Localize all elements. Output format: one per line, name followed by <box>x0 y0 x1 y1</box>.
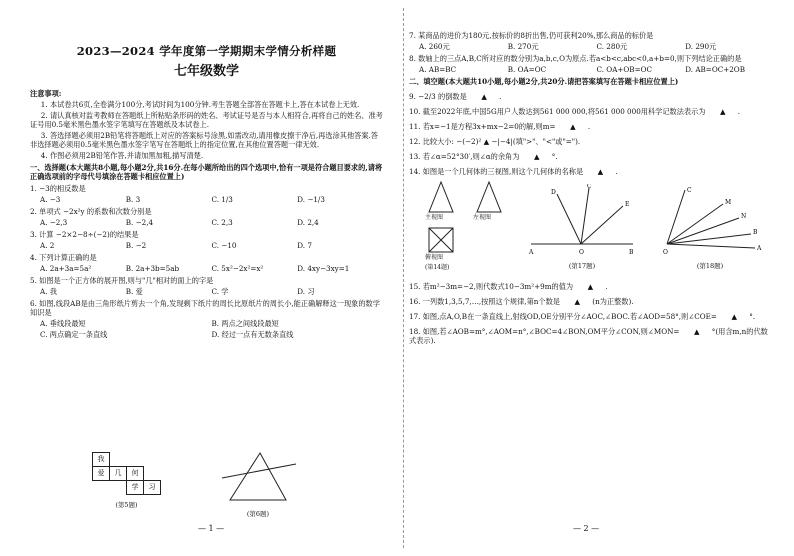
answer-blank: ▲ <box>481 92 487 101</box>
option: C. OA+OB=OC <box>596 65 653 74</box>
answer-blank: ▲ <box>694 327 700 336</box>
figure-caption: (第17题) <box>568 262 596 270</box>
three-views-figure <box>425 180 513 271</box>
net-cell: 何 <box>127 467 144 481</box>
answer-blank: ▲ <box>720 107 726 116</box>
question-options <box>419 42 774 51</box>
notice-item: 1. 本试卷共6页,全卷满分100分,考试时间为100分钟.考生答题全部答在答题卡上,答在本试卷上无效. <box>40 99 360 109</box>
question-stem: 13. 若∠α=52°30′,则∠α的余角为 <box>409 152 520 161</box>
question-tail: (n为正整数). <box>592 297 634 306</box>
question-options <box>40 319 383 328</box>
svg-text:M: M <box>725 199 732 206</box>
option: C. 5x²−2x²=x² <box>211 263 264 273</box>
section-heading: 一、选择题(本大题共8小题,每小题2分,共16分.在每小题所给出的四个选项中,恰有一项是符合题目要求的,请将正确选项前的字母代号填涂在答题卡相应位置上) <box>30 162 383 181</box>
option: C. 学 <box>211 286 229 296</box>
question-stem: 2. 单项式 −2x²y 的系数和次数分别是 <box>30 206 152 216</box>
angle-figure-18 <box>655 184 765 270</box>
page-number: — 1 — <box>198 524 225 533</box>
question-stem: 12. 比较大小: −(−2)² ▲ −|−4|(填">"、"<"或"="). <box>409 137 581 146</box>
svg-text:B: B <box>629 249 634 256</box>
notice-heading: 注意事项: <box>30 88 62 98</box>
option: B. OA=OC <box>507 65 547 74</box>
option: A. −3 <box>40 194 61 204</box>
answer-blank: ▲ <box>731 312 737 321</box>
question-options <box>40 218 383 227</box>
figure-caption: (第5题) <box>115 501 138 509</box>
right-page <box>397 0 794 556</box>
svg-text:D: D <box>551 189 556 196</box>
option: B. −2,4 <box>125 217 154 227</box>
question-stem: 1. −3的相反数是 <box>30 183 86 193</box>
question-options <box>40 264 383 273</box>
option: A. 2a+3a=5a² <box>40 263 92 273</box>
option: B. 两点之间线段最短 <box>211 318 279 328</box>
notice-item: 3. 答选择题必须用2B铅笔将答题纸上对应的答案标号涂黑,如需改动,请用橡皮擦干净后,再选涂其他答案.答非选择题必须用0.5毫米黑色墨水签字笔写在答题纸上的指定位置,在其他位置答题一律无效. <box>30 130 378 149</box>
option: D. −1/3 <box>297 194 325 204</box>
option: B. 爱 <box>125 286 143 296</box>
question-item: 17. 如图,点A,O,B在一条直线上,射线OD,OE分别平分∠AOC,∠BOC.若∠AOD=58°,则∠COE= ▲ °. <box>409 312 756 321</box>
svg-text:A: A <box>529 249 534 256</box>
question-tail: °(用含m,n的代数式表示). <box>409 327 768 345</box>
question-stem: 14. 如图是一个几何体的三视图,则这个几何体的名称是 <box>409 167 584 176</box>
question-stem: 3. 计算 −2×2−8÷(−2)的结果是 <box>30 229 139 239</box>
option: C. 1/3 <box>211 194 233 204</box>
answer-blank: ▲ <box>587 282 594 291</box>
svg-text:N: N <box>741 213 747 220</box>
question-item: 9. −2/3 的倒数是 ▲ . <box>409 92 502 101</box>
option: D. 经过一点有无数条直线 <box>211 329 294 339</box>
figure-caption: (第14题) <box>425 264 450 271</box>
option: B. 2a+3b=5ab <box>125 263 180 273</box>
option: A. AB=BC <box>419 65 457 74</box>
exam-title: 2023—2024 学年度第一学期期末学情分析样题 <box>76 44 337 58</box>
option: B. −2 <box>125 240 147 250</box>
option: B. 3 <box>125 194 141 204</box>
figure-caption: (第6题) <box>246 510 270 518</box>
triangle-cut-diagram <box>218 448 298 508</box>
question-stem: 18. 如图,若∠AOB=m°,∠AOM=n°,∠BOC=4∠BON,OM平分∠CON,则∠MON= <box>409 327 680 336</box>
option: D. 290元 <box>685 42 717 51</box>
svg-text:E: E <box>625 201 630 208</box>
question-item: 14. 如图是一个几何体的三视图,则这个几何体的名称是 ▲ . <box>409 167 618 176</box>
net-cell: 我 <box>93 453 110 467</box>
question-stem: 16. 一列数1,3,5,7,…,按照这个规律,第n个数是 <box>409 297 560 306</box>
svg-text:O: O <box>663 249 668 256</box>
option: D. 4xy−3xy=1 <box>297 263 350 273</box>
option: D. 习 <box>297 286 315 296</box>
option: C. 两点确定一条直线 <box>40 329 108 339</box>
option: D. 7 <box>297 240 312 250</box>
triangle-figure <box>218 448 298 518</box>
option: A. 垂线段最短 <box>40 318 86 328</box>
question-options <box>40 287 383 296</box>
question-item: 13. 若∠α=52°30′,则∠α的余角为 ▲ °. <box>409 152 558 161</box>
option: B. 270元 <box>507 42 539 51</box>
option: A. 2 <box>40 240 55 250</box>
page-number: — 2 — <box>573 524 600 533</box>
question-item <box>409 297 774 306</box>
net-cell: 几 <box>110 467 127 481</box>
question-stem: 5. 如图是一个正方体的展开图,则与"几"相对的面上的字是 <box>30 275 214 285</box>
question-options <box>40 195 383 204</box>
option: A. −2,3 <box>40 217 68 227</box>
question-stem: 10. 截至2022年底,中国5G用户人数达到561 000 000,将561 000 000用科学记数法表示为 <box>409 107 706 116</box>
question-stem: 11. 若x=−1是方程3x+mx−2=0的解,则m= <box>409 122 556 131</box>
svg-text:A: A <box>757 245 762 252</box>
question-stem: 6. 如图,线段AB是由三角形纸片剪去一个角,发现剩下纸片的周长比原纸片的周长小,能正确解释这一现象的数学知识是 <box>30 298 380 317</box>
svg-text:C: C <box>587 184 592 190</box>
question-options <box>40 241 383 250</box>
angle-diagram-17 <box>527 184 637 260</box>
notice-item: 2. 请认真核对监考教师在答题纸上所粘贴条形码的姓名、考试证号是否与本人相符合,再将自己的姓名、准考证号用0.5毫米黑色墨水签字笔填写在答题纸及本试卷上. <box>30 110 383 129</box>
net-cell: 爱 <box>93 467 110 481</box>
answer-blank: ▲ <box>570 122 576 131</box>
view-label: 主视图 <box>425 214 444 221</box>
svg-text:C: C <box>687 187 692 194</box>
question-item: 11. 若x=−1是方程3x+mx−2=0的解,则m= ▲ . <box>409 122 591 131</box>
option: C. 280元 <box>596 42 628 51</box>
cube-net-figure <box>92 452 161 509</box>
view-label: 左视图 <box>473 214 492 221</box>
question-item: 10. 截至2022年底,中国5G用户人数达到561 000 000,将561 000 000用科学记数法表示为 ▲ . <box>409 107 741 116</box>
question-stem: 15. 若m²−3m=−2,则代数式10−3m²+9m的值为 <box>409 282 574 291</box>
question-item: 15. 若m²−3m=−2,则代数式10−3m²+9m的值为 ▲ . <box>409 282 608 291</box>
question-stem: 7. 某商品的进价为180元,按标价的8折出售,仍可获利20%,那么商品的标价是 <box>409 31 654 40</box>
net-cell: 习 <box>144 481 161 495</box>
svg-text:O: O <box>579 249 584 256</box>
option: A. 我 <box>40 286 57 296</box>
net-cell: 学 <box>127 481 144 495</box>
question-options <box>40 330 383 339</box>
exam-subtitle: 七年级数学 <box>173 64 239 80</box>
option: D. 2,4 <box>297 217 319 227</box>
section-heading: 二、填空题(本大题共10小题,每小题2分,共20分.请把答案填写在答题卡相应位置上) <box>409 77 679 86</box>
question-item <box>409 327 774 345</box>
notice-item: 4. 作图必须用2B铅笔作答,并请加黑加粗,描写清楚. <box>40 150 204 160</box>
figure-caption: (第18题) <box>696 262 724 270</box>
figure-row <box>409 180 774 276</box>
view-label: 俯视图 <box>425 254 444 261</box>
question-stem: 8. 数轴上的三点A,B,C所对应的数分别为a,b,c,O为原点.若a<b<c,abc<0,a+b=0,则下列结论正确的是 <box>409 54 742 63</box>
answer-blank: ▲ <box>574 297 581 306</box>
option: D. AB=OC+2OB <box>685 65 745 74</box>
angle-figure-17 <box>527 184 637 270</box>
option: C. −10 <box>211 240 237 250</box>
question-stem: 17. 如图,点A,O,B在一条直线上,射线OD,OE分别平分∠AOC,∠BOC.若∠AOD=58°,则∠COE= <box>409 312 717 321</box>
option: C. 2,3 <box>211 217 233 227</box>
svg-text:B: B <box>753 229 758 236</box>
angle-diagram-18 <box>655 184 765 260</box>
option: A. 260元 <box>419 42 450 51</box>
question-options <box>419 65 774 74</box>
answer-blank: ▲ <box>597 167 604 176</box>
question-stem: 9. −2/3 的倒数是 <box>409 92 467 101</box>
answer-blank: ▲ <box>533 152 540 161</box>
question-stem: 4. 下列计算正确的是 <box>30 252 97 262</box>
